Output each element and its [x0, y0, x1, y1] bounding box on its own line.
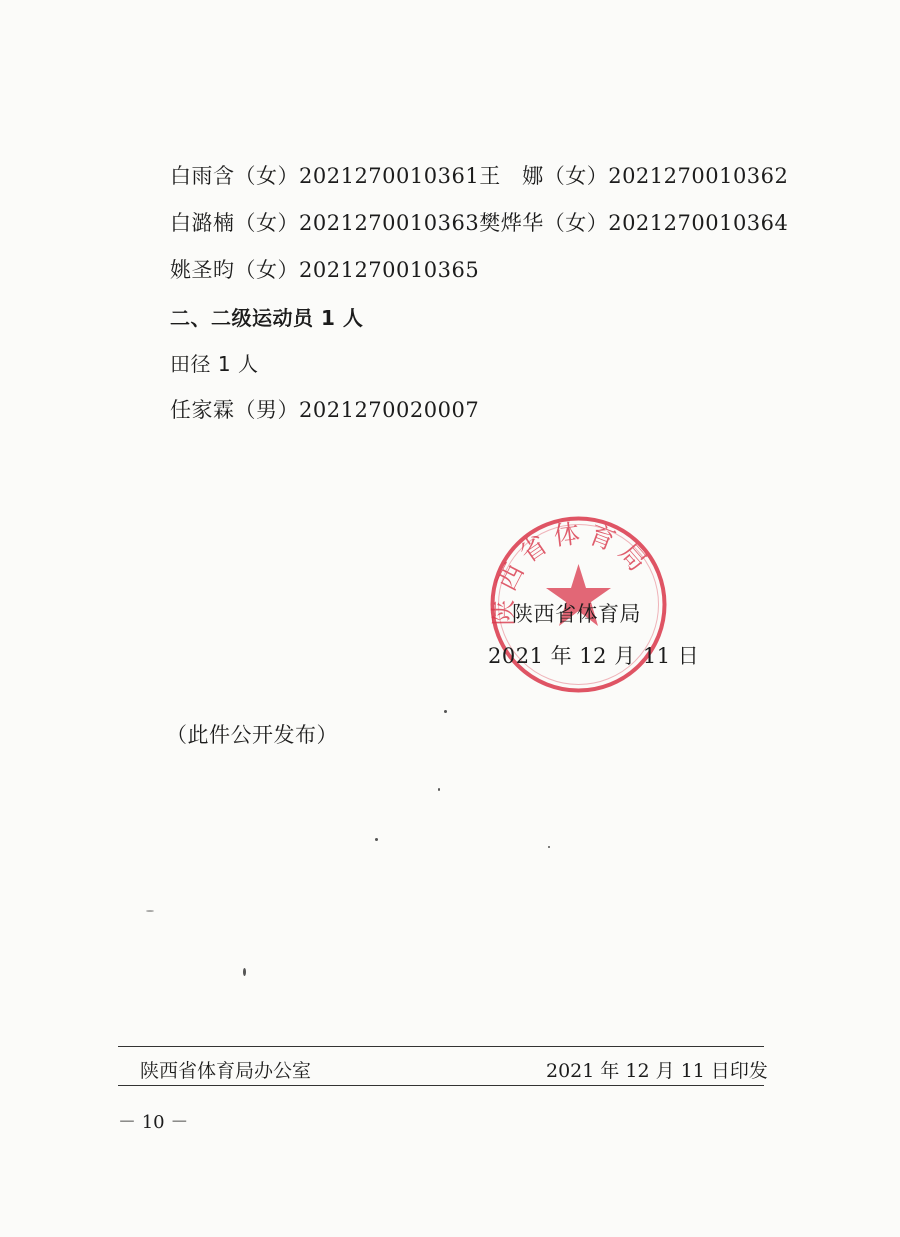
roster-entry: 姚圣昀（女）2021270010365	[170, 258, 480, 282]
roster-row-2	[170, 207, 788, 237]
sport-subheading: 田径 1 人	[170, 352, 259, 376]
scan-speck	[444, 710, 447, 713]
roster-row-3	[170, 254, 479, 284]
roster-entry: 樊烨华（女）2021270010364	[479, 211, 789, 235]
page-number: － 10 －	[118, 1112, 189, 1133]
scan-speck	[375, 838, 378, 841]
roster-entry: 王 娜（女）2021270010362	[479, 164, 789, 188]
roster-entry: 白雨含（女）2021270010361	[170, 164, 480, 188]
footer-bottom-rule	[118, 1085, 764, 1086]
scan-speck	[438, 788, 440, 791]
public-release-notice: （此件公开发布）	[166, 723, 338, 747]
issuer-name: 陕西省体育局	[512, 602, 641, 626]
scan-speck	[548, 846, 550, 848]
roster-row-1	[170, 160, 788, 190]
footer-top-rule	[118, 1046, 764, 1047]
seal-text: 陕西省体育局	[489, 518, 656, 626]
athlete-entry: 任家霖（男）2021270020007	[170, 398, 480, 422]
issue-date: 2021 年 12 月 11 日	[488, 644, 700, 668]
scan-speck	[146, 910, 154, 912]
footer-print-date: 2021 年 12 月 11 日印发	[546, 1060, 768, 1082]
footer-office: 陕西省体育局办公室	[140, 1060, 312, 1082]
roster-entry: 白潞楠（女）2021270010363	[170, 211, 480, 235]
scan-speck	[243, 968, 246, 976]
section-heading: 二、二级运动员 1 人	[170, 306, 364, 330]
